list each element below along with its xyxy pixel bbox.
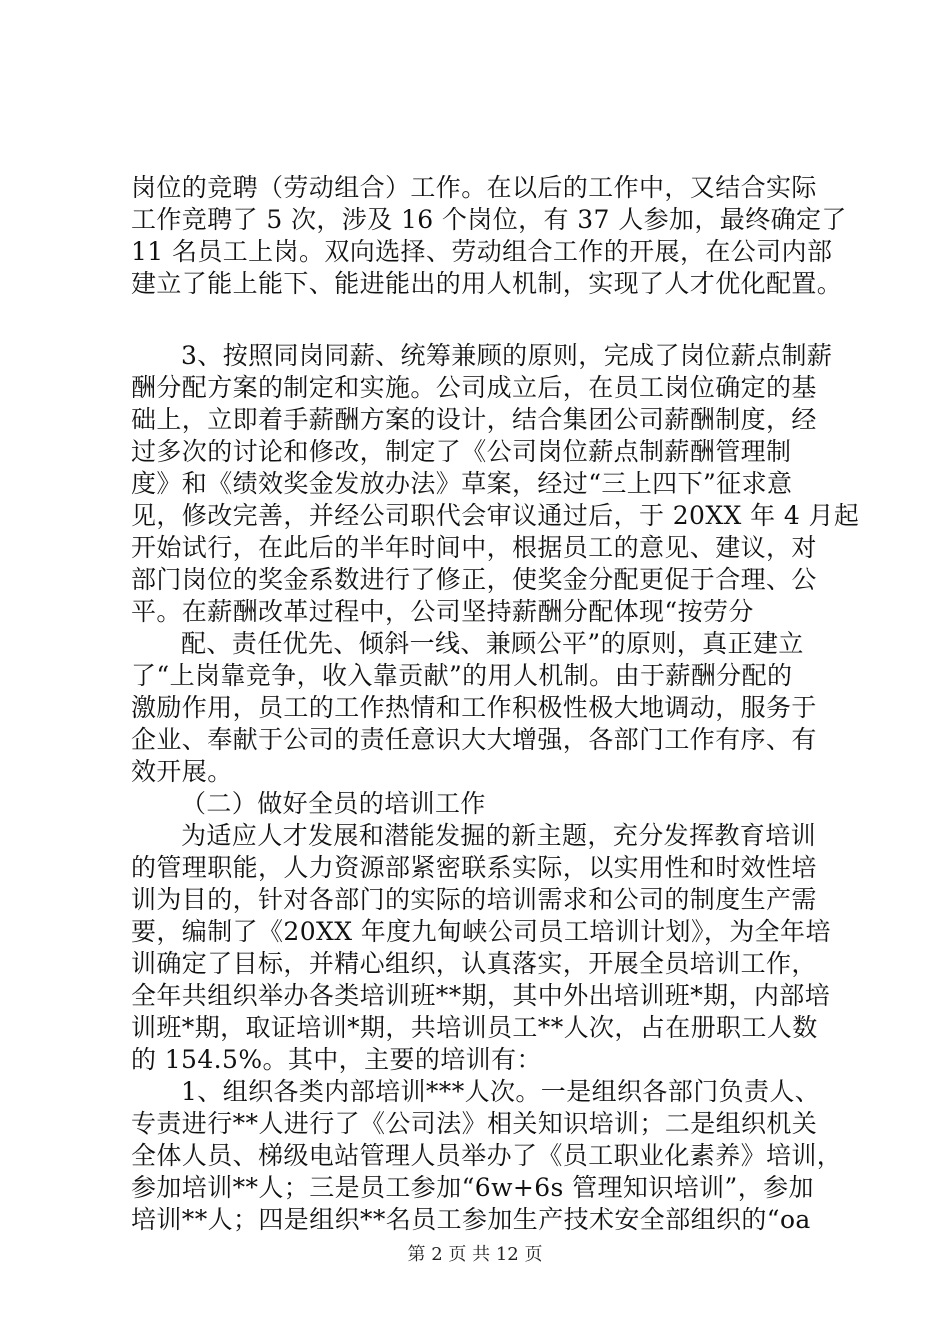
text-line: 建立了能上能下、能进能出的用人机制，实现了人才优化配置。 (131, 269, 843, 298)
text-line: 过多次的讨论和修改，制定了《公司岗位薪点制薪酬管理制 (131, 437, 792, 466)
text-line: 的 154.5%。其中，主要的培训有： (131, 1045, 542, 1074)
text-line: 参加培训**人；三是员工参加“6w+6s 管理知识培训”，参加 (131, 1173, 814, 1202)
text-line: 了“上岗靠竞争，收入靠贡献”的用人机制。由于薪酬分配的 (131, 661, 793, 690)
text-line: 3、按照同岗同薪、统筹兼顾的原则，完成了岗位薪点制薪 (181, 341, 833, 370)
text-line: 见，修改完善，并经公司职代会审议通过后，于 20XX 年 4 月起 (131, 501, 860, 530)
text-line: 全年共组织举办各类培训班**期，其中外出培训班*期，内部培 (131, 981, 831, 1010)
text-line: 开始试行，在此后的半年时间中，根据员工的意见、建议，对 (131, 533, 817, 562)
section-heading: （二）做好全员的培训工作 (181, 789, 486, 818)
text-line: 11 名员工上岗。双向选择、劳动组合工作的开展，在公司内部 (131, 237, 833, 266)
text-line: 要，编制了《20XX 年度九甸峡公司员工培训计划》，为全年培 (131, 917, 831, 946)
text-line: 酬分配方案的制定和实施。公司成立后，在员工岗位确定的基 (131, 373, 817, 402)
text-line: 训班*期，取证培训*期，共培训员工**人次，占在册职工人数 (131, 1013, 818, 1042)
paragraph (131, 1076, 843, 1236)
text-line: 全体人员、梯级电站管理人员举办了《员工职业化素养》培训， (131, 1141, 843, 1170)
text-line: 工作竞聘了 5 次，涉及 16 个岗位，有 37 人参加，最终确定了 (131, 205, 847, 234)
text-line: 础上，立即着手薪酬方案的设计，结合集团公司薪酬制度，经 (131, 405, 817, 434)
document-body (131, 172, 860, 1236)
text-line: 部门岗位的奖金系数进行了修正，使奖金分配更促于合理、公 (131, 565, 817, 594)
text-line: 的管理职能，人力资源部紧密联系实际，以实用性和时效性培 (131, 853, 817, 882)
paragraph (131, 172, 847, 300)
text-line: 岗位的竞聘（劳动组合）工作。在以后的工作中，又结合实际 (131, 173, 817, 202)
paragraph (131, 628, 843, 788)
paragraph-spacer (131, 300, 843, 340)
text-line: 度》和《绩效奖金发放办法》草案，经过“三上四下”征求意 (131, 469, 793, 498)
text-line: 为适应人才发展和潜能发掘的新主题，充分发挥教育培训 (181, 821, 817, 850)
text-line: 训为目的，针对各部门的实际的培训需求和公司的制度生产需 (131, 885, 817, 914)
paragraph (131, 820, 843, 1076)
text-line: 效开展。 (131, 757, 233, 786)
text-line: 配、责任优先、倾斜一线、兼顾公平”的原则，真正建立 (181, 629, 804, 658)
paragraph (131, 340, 860, 628)
page-number-footer: 第 2 页 共 12 页 (407, 1244, 543, 1265)
text-line: 激励作用，员工的工作热情和工作积极性极大地调动，服务于 (131, 693, 817, 722)
text-line: 培训**人；四是组织**名员工参加生产技术安全部组织的“oa (131, 1205, 811, 1234)
text-line: 专责进行**人进行了《公司法》相关知识培训；二是组织机关 (131, 1109, 818, 1138)
text-line: 训确定了目标，并精心组织，认真落实，开展全员培训工作， (131, 949, 817, 978)
text-line: 平。在薪酬改革过程中，公司坚持薪酬分配体现“按劳分 (131, 597, 754, 626)
text-line: 企业、奉献于公司的责任意识大大增强，各部门工作有序、有 (131, 725, 817, 754)
text-line: 1、组织各类内部培训***人次。一是组织各部门负责人、 (181, 1077, 821, 1106)
